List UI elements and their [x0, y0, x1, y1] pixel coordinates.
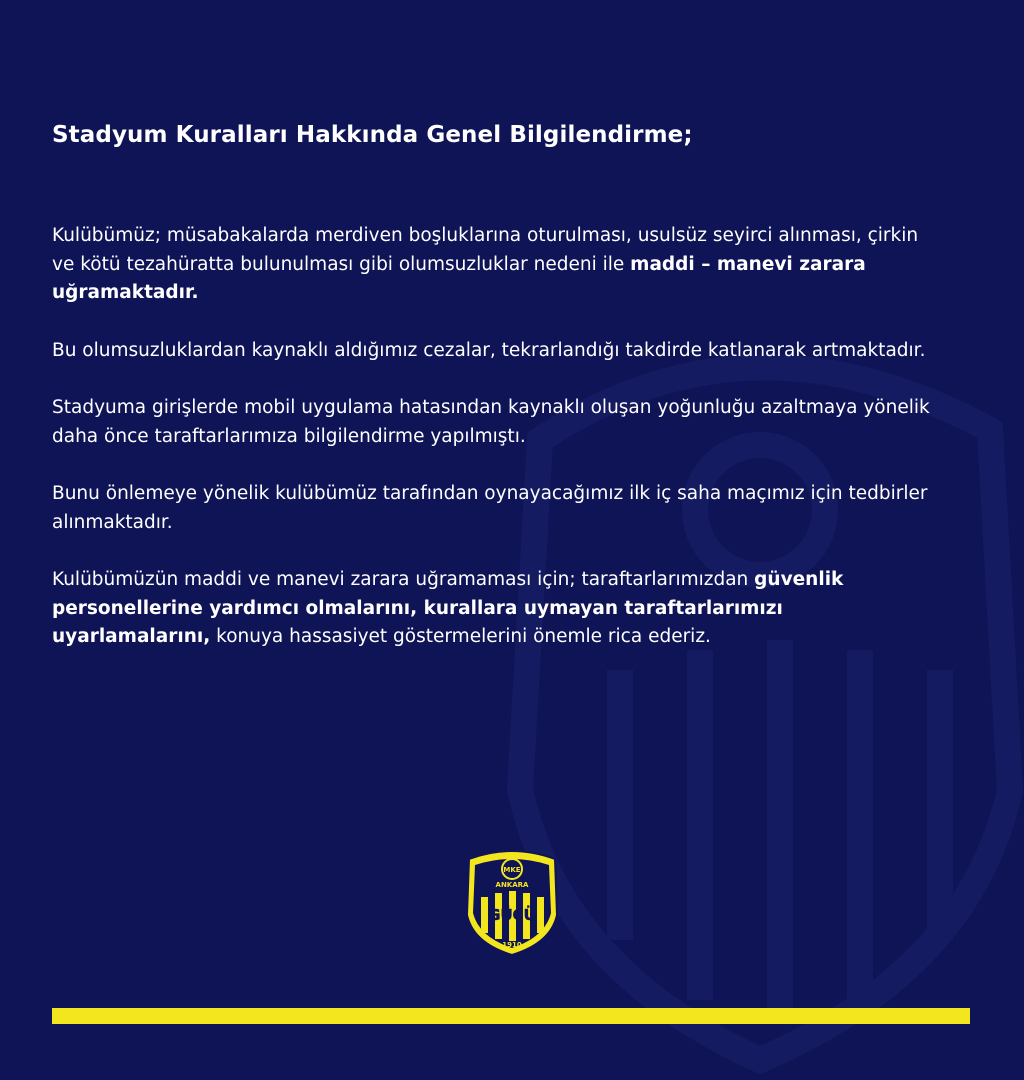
- paragraph-3: Stadyuma girişlerde mobil uygulama hatasından kaynaklı oluşan yoğunluğu azaltmaya yönelik daha önce taraftarlarımıza bilgilendirme yapılmıştı.: [52, 397, 930, 447]
- crest-top-text: MKE: [503, 866, 521, 874]
- announcement-body: [52, 222, 932, 681]
- club-crest-logo: [463, 847, 561, 957]
- paragraph-1-bold: maddi – manevi zarara uğramaktadır.: [52, 253, 866, 303]
- paragraph-5-bold: güvenlik personellerine yardımcı olmalarını, kurallara uymayan taraftarlarımızı uyarlamalarını,: [52, 569, 844, 647]
- crest-main-text: GÜCÜ: [488, 906, 536, 924]
- crest-year-text: 1910: [502, 941, 522, 949]
- page-title: Stadyum Kuralları Hakkında Genel Bilgilendirme;: [52, 122, 693, 148]
- paragraph-4: Bunu önlemeye yönelik kulübümüz tarafından oynayacağımız ilk iç saha maçımız için tedbirler alınmaktadır.: [52, 483, 928, 533]
- paragraph-2: Bu olumsuzluklardan kaynaklı aldığımız cezalar, tekrarlandığı takdirde katlanarak artmaktadır.: [52, 339, 926, 361]
- paragraph-5: [52, 566, 932, 652]
- bottom-accent-bar: [52, 1008, 970, 1024]
- paragraph-1: [52, 222, 932, 308]
- paragraph-5-text: Kulübümüzün maddi ve manevi zarara uğramaması için; taraftarlarımızdan: [52, 569, 755, 590]
- paragraph-1-text: Kulübümüz; müsabakalarda merdiven boşluklarına oturulması, usulsüz seyirci alınması, çirkin ve kötü tezahüratta bulunulması gibi olumsuzluklar nedeni ile: [52, 225, 919, 275]
- paragraph-5-text-end: konuya hassasiyet göstermelerini önemle rica ederiz.: [210, 626, 711, 647]
- crest-arc-text: ANKARA: [495, 881, 529, 889]
